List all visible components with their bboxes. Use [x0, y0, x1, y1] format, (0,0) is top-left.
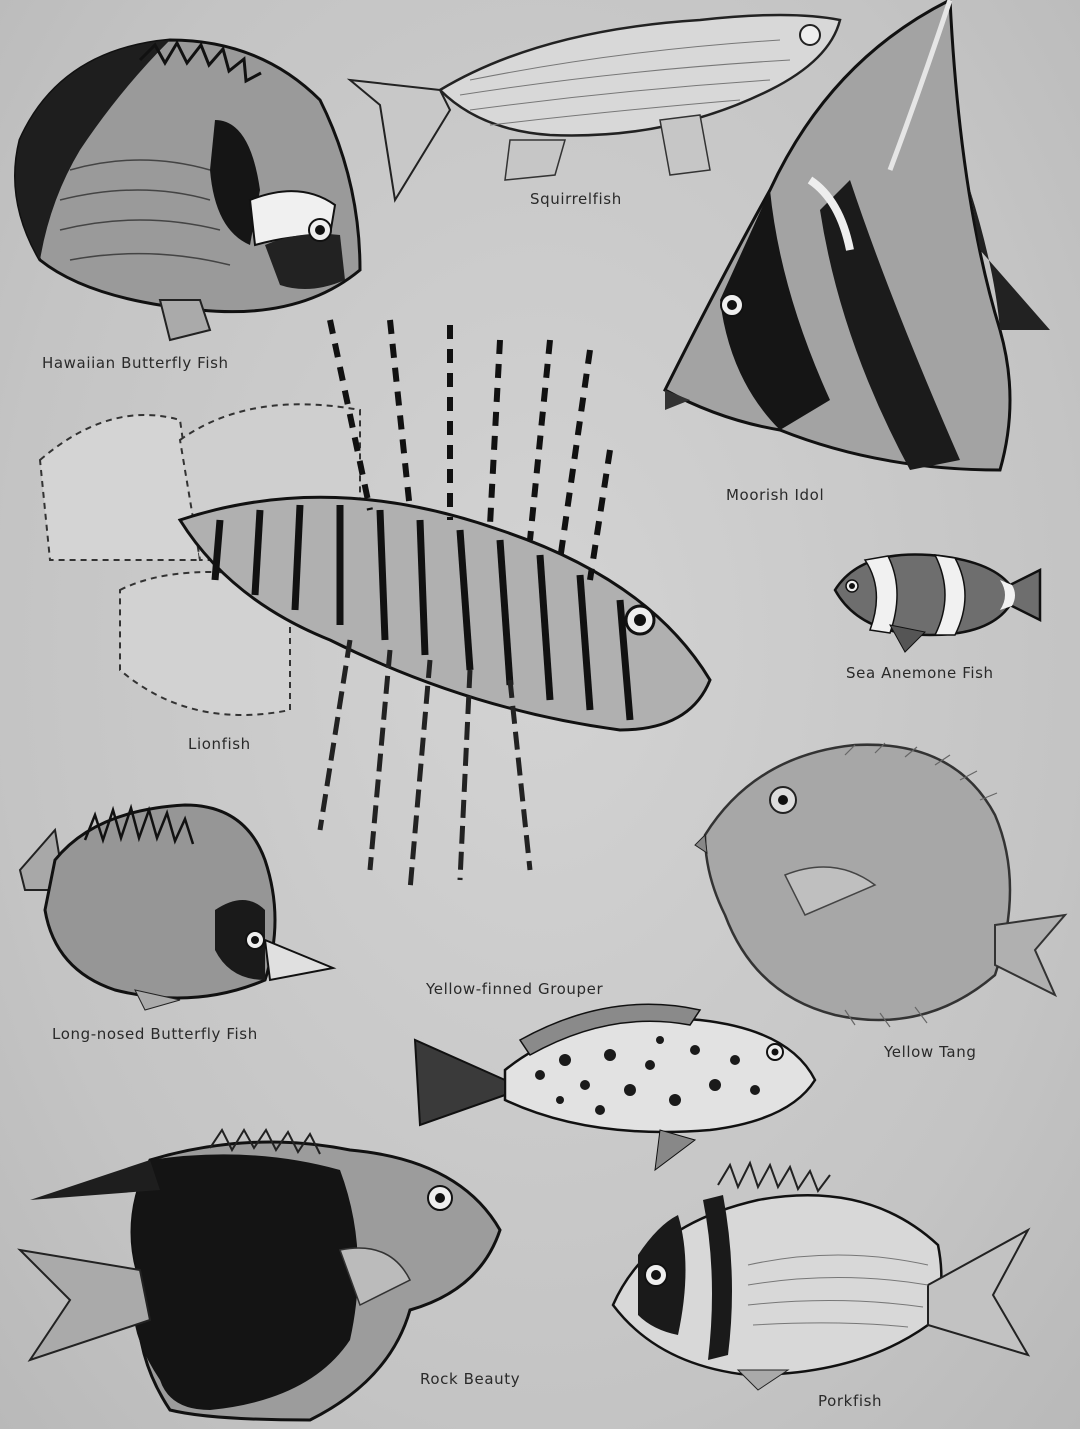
- sea-anemone-fish-illustration: [830, 540, 1045, 655]
- long-nosed-butterfly-fish-illustration: [15, 800, 335, 1010]
- label-rock-beauty: Rock Beauty: [420, 1370, 521, 1388]
- label-hawaiian-butterfly-fish: Hawaiian Butterfly Fish: [42, 354, 229, 372]
- label-yellow-tang: Yellow Tang: [884, 1043, 977, 1061]
- label-sea-anemone-fish: Sea Anemone Fish: [846, 664, 994, 682]
- label-yellow-finned-grouper: Yellow-finned Grouper: [426, 980, 604, 998]
- label-squirrelfish: Squirrelfish: [530, 190, 622, 208]
- porkfish-illustration: [608, 1155, 1033, 1395]
- label-lionfish: Lionfish: [188, 735, 251, 753]
- hawaiian-butterfly-fish-illustration: [0, 30, 380, 350]
- label-moorish-idol: Moorish Idol: [726, 486, 825, 504]
- label-porkfish: Porkfish: [818, 1392, 883, 1410]
- label-long-nosed-butterfly-fish: Long-nosed Butterfly Fish: [52, 1025, 258, 1043]
